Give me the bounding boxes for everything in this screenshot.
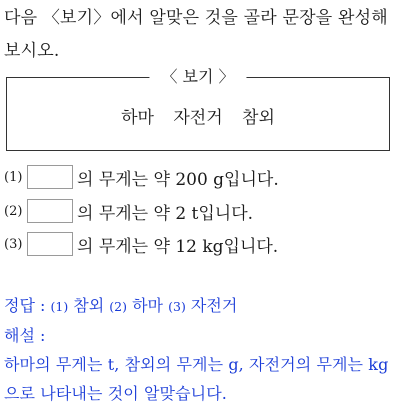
item-text: 의 무게는 약 12 kg입니다. (77, 236, 279, 257)
item-number: (3) (4, 236, 23, 252)
question-item-3 (4, 231, 278, 257)
question-text: 다음 〈보기〉에서 알맞은 것을 골라 문장을 완성해 보시오. (4, 8, 388, 61)
item-number: (1) (4, 169, 23, 185)
answer-number-3: (3) (168, 299, 186, 314)
item-text: 의 무게는 약 200 g입니다. (77, 169, 279, 190)
bogi-box (6, 67, 390, 151)
item-number: (2) (4, 203, 23, 219)
answer-number-2: (2) (109, 299, 128, 314)
explanation-text: 하마의 무게는 t, 참외의 무게는 g, 자전거의 무게는 kg으로 나타내는 것이 알맞습니다. (4, 355, 389, 403)
answer-blank-1[interactable] (27, 165, 73, 189)
answer-blank-3[interactable] (27, 232, 73, 256)
answer-word-2: 하마 (127, 296, 169, 315)
answer-word-3: 자전거 (185, 296, 238, 315)
answer-label: 정답 : (4, 296, 51, 315)
item-text: 의 무게는 약 2 t입니다. (77, 203, 254, 224)
question-item-2 (4, 198, 253, 224)
answer-section (4, 291, 398, 408)
answer-word-1: 참외 (68, 296, 110, 315)
bogi-title: 〈 보기 〉 (149, 66, 246, 88)
answer-line (4, 291, 398, 321)
answer-number-1: (1) (50, 299, 69, 314)
answer-blank-2[interactable] (27, 199, 73, 223)
bogi-word-list: 하마 자전거 참외 (121, 108, 275, 128)
explanation-label: 해설 : (4, 326, 46, 345)
question-item-1 (4, 164, 279, 190)
